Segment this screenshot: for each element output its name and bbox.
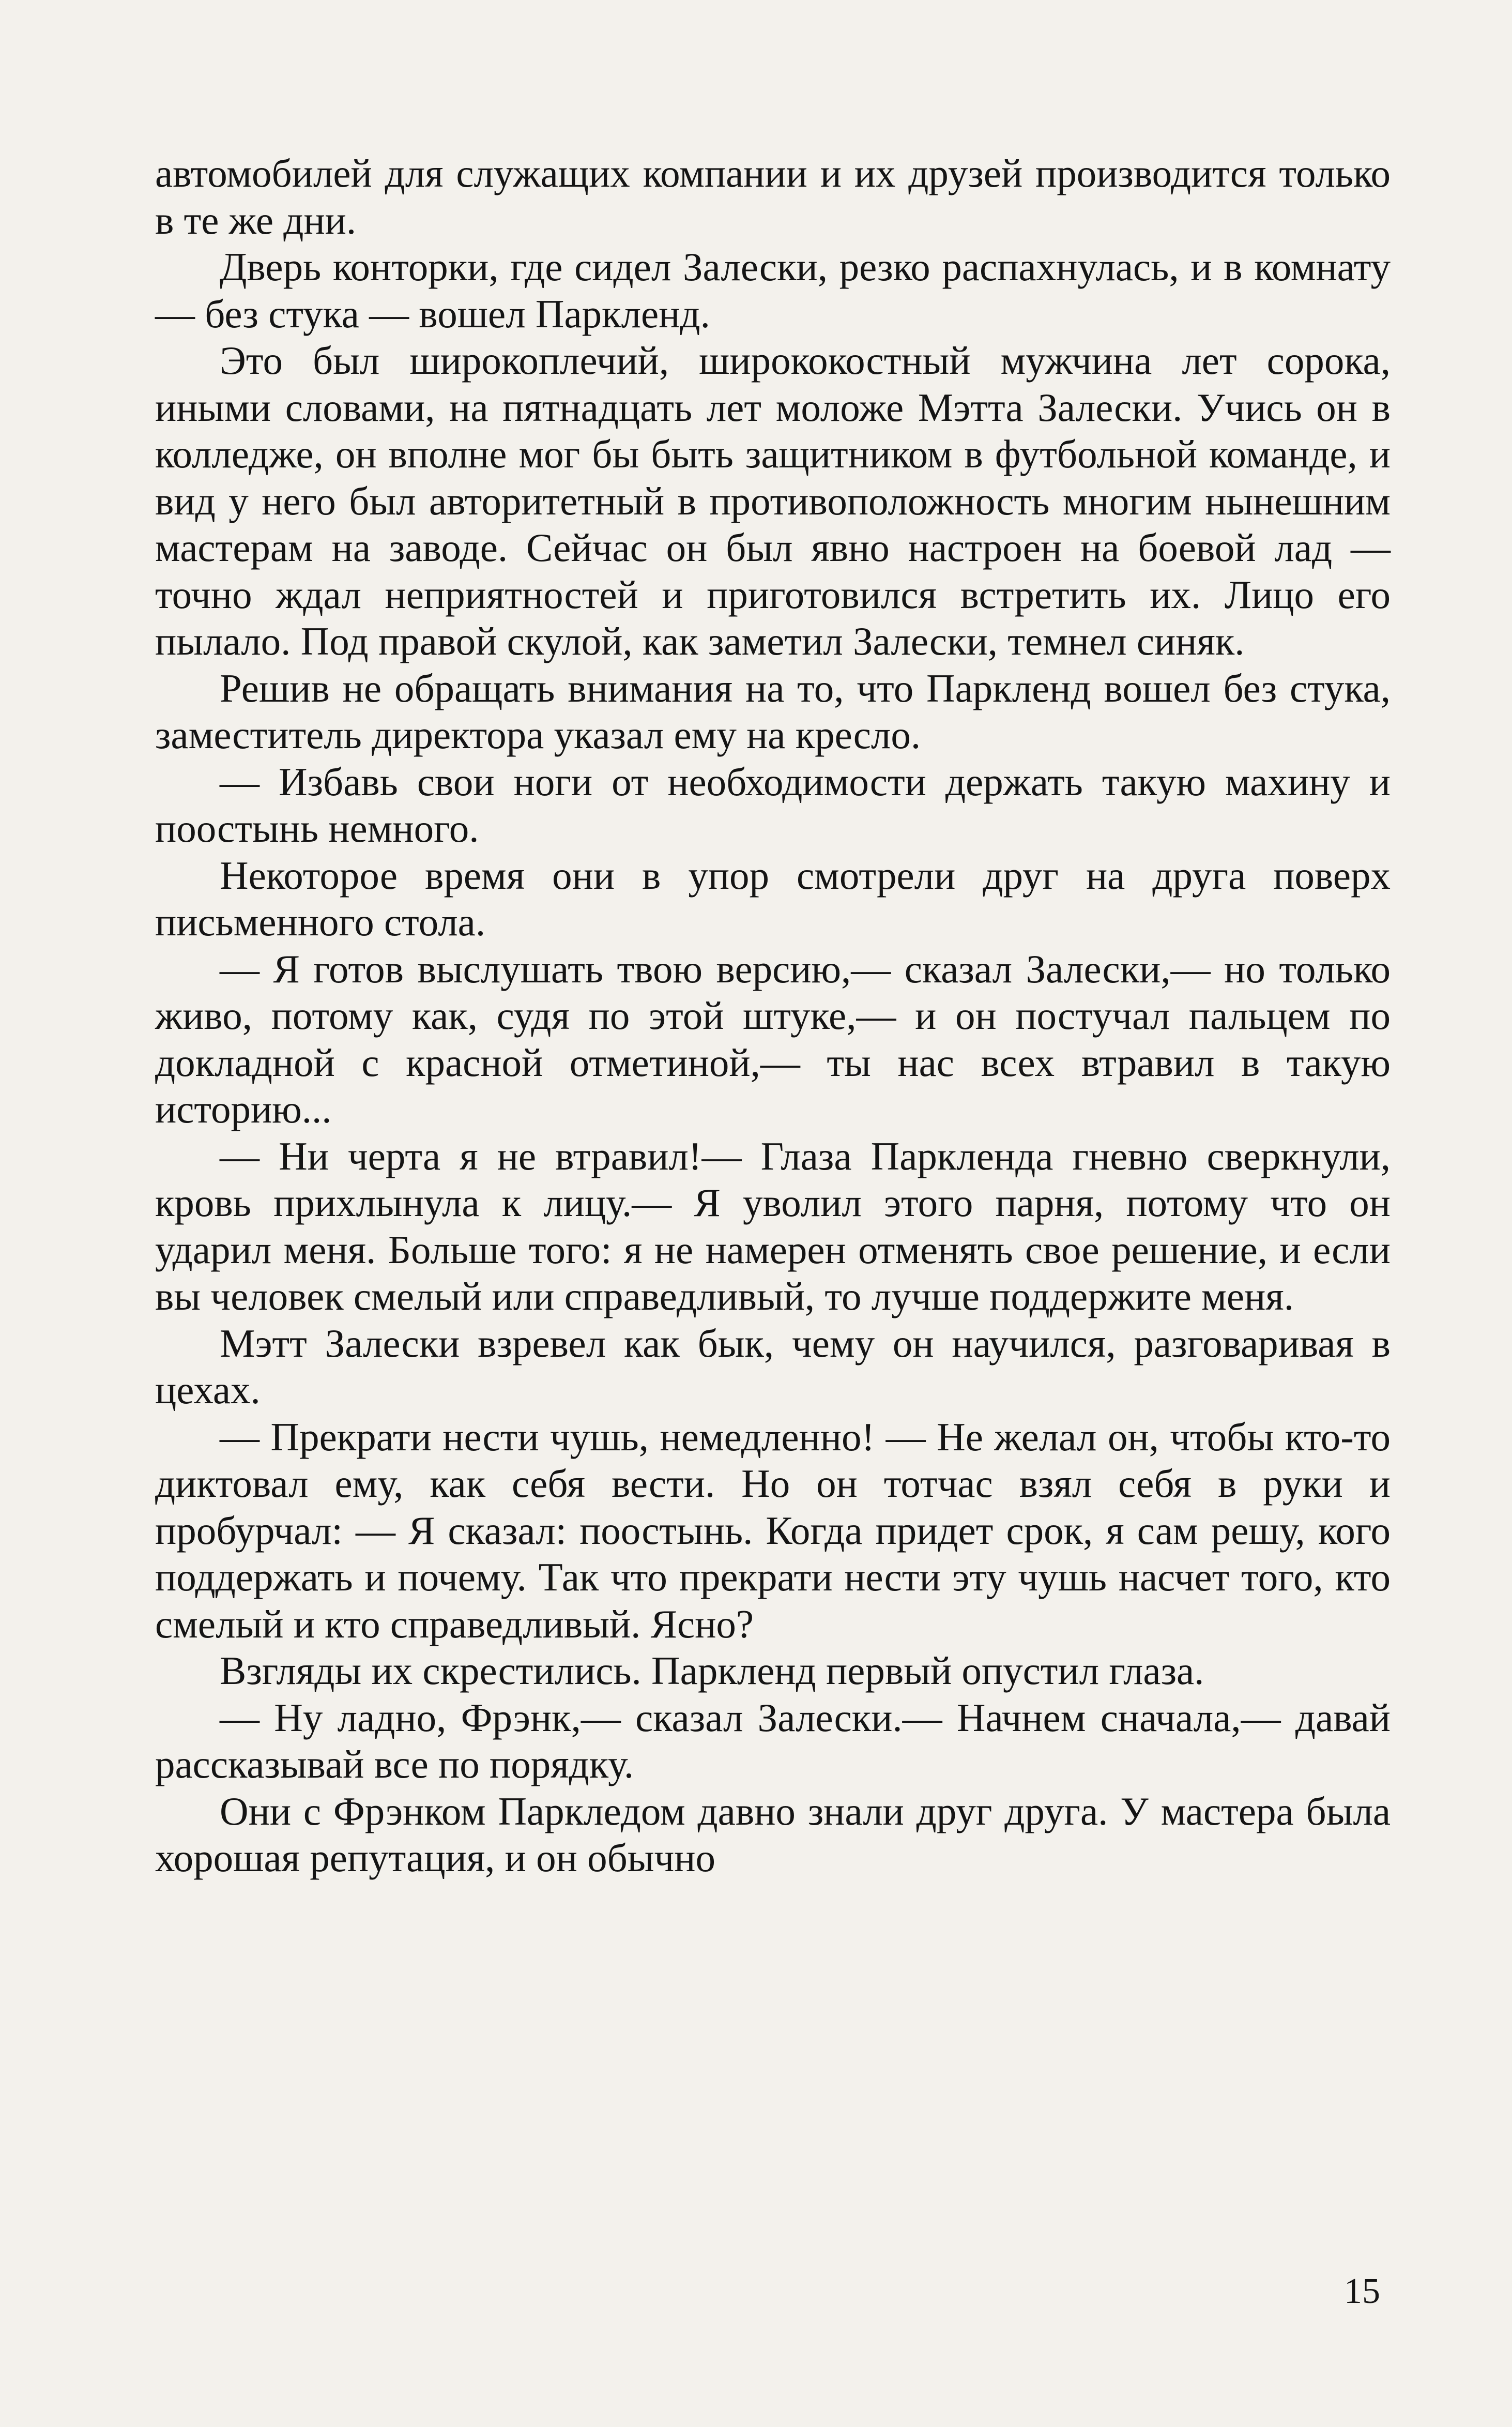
paragraph: автомобилей для служащих компании и их друзей производится только в те же дни.	[155, 151, 1391, 242]
paragraph: Решив не обращать внимания на то, что Паркленд вошел без стука, заместитель директора указал ему на кресло.	[155, 665, 1391, 757]
page-number: 15	[1344, 2271, 1380, 2311]
paragraph: — Ни черта я не втравил!— Глаза Паркленда гневно сверкнули, кровь прихлынула к лицу.— Я уволил этого парня, потому что он ударил меня. Больше того: я не намерен отменять свое решение, и если вы человек смелый или справедливый, то лучше поддержите меня.	[155, 1133, 1391, 1318]
paragraph: Дверь конторки, где сидел Залески, резко распахнулась, и в комнату — без стука — вошел Паркленд.	[155, 245, 1391, 336]
paragraph: Это был широкоплечий, ширококостный мужчина лет сорока, иными словами, на пятнадцать лет моложе Мэтта Залески. Учись он в колледже, он вполне мог бы быть защитником в футбольной команде, и вид у него был авторитетный в противоположность многим нынешним мастерам на заводе. Сейчас он был явно настроен на боевой лад — точно ждал неприятностей и приготовился встретить их. Лицо его пылало. Под правой скулой, как заметил Залески, темнел синяк.	[155, 338, 1391, 663]
paragraph: Взгляды их скрестились. Паркленд первый опустил глаза.	[220, 1648, 1204, 1693]
body-text	[155, 150, 1391, 1882]
paragraph: Мэтт Залески взревел как бык, чему он научился, разговаривая в цехах.	[155, 1321, 1391, 1412]
paragraph: — Ну ладно, Фрэнк,— сказал Залески.— Начнем сначала,— давай рассказывай все по порядку.	[155, 1695, 1391, 1786]
paragraph: Некоторое время они в упор смотрели друг на друга поверх письменного стола.	[155, 853, 1391, 944]
paragraph: — Я готов выслушать твою версию,— сказал Залески,— но только живо, потому как, судя по этой штуке,— и он постучал пальцем по докладной с красной отметиной,— ты нас всех втравил в такую историю...	[155, 946, 1391, 1131]
paragraph: — Избавь свои ноги от необходимости держать такую махину и поостынь немного.	[155, 759, 1391, 851]
paragraph: Они с Фрэнком Паркледом давно знали друг друга. У мастера была хорошая репутация, и он обычно	[155, 1788, 1391, 1880]
paragraph: — Прекрати нести чушь, немедленно! — Не желал он, чтобы кто-то диктовал ему, как себя вести. Но он тотчас взял себя в руки и пробурчал: — Я сказал: поостынь. Когда придет срок, я сам решу, кого поддержать и почему. Так что прекрати нести эту чушь насчет того, кто смелый и кто справедливый. Ясно?	[155, 1414, 1391, 1646]
